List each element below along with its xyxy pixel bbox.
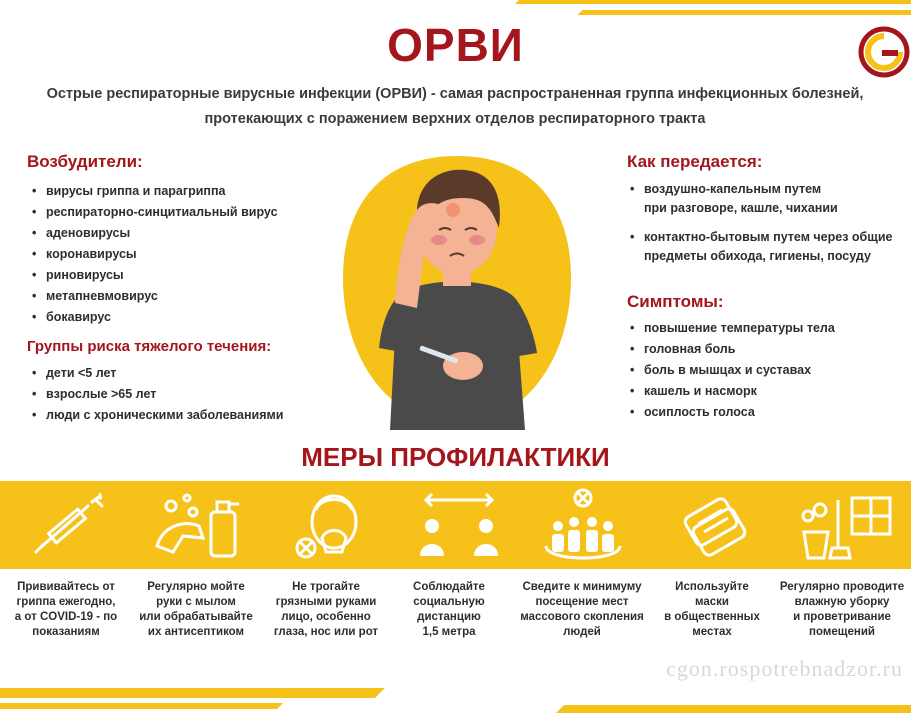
list-item: • вирусы гриппа и парагриппа — [30, 181, 350, 202]
transmission-item-line: при разговоре, кашле, чихании — [644, 201, 838, 215]
transmission-list — [628, 180, 908, 266]
list-item: • бокавирус — [30, 307, 350, 328]
caption-line: посещение мест — [535, 596, 629, 608]
caption-line: Соблюдайте — [413, 581, 485, 593]
transmission-item-line: контактно-бытовым путем через общие — [644, 230, 893, 244]
caption-line: руки с мылом — [156, 596, 236, 608]
pathogens-list — [30, 181, 350, 328]
measure-caption-cleaning — [776, 580, 908, 640]
hand-washing-icon — [143, 486, 253, 564]
page-title: ОРВИ — [387, 19, 524, 71]
measure-caption-masks — [650, 580, 774, 640]
caption-line: или обрабатывайте — [139, 611, 253, 623]
caption-line: гриппа ежегодно, — [16, 596, 116, 608]
caption-line: в общественных — [664, 611, 760, 623]
measure-caption-no-face-touch — [264, 580, 388, 640]
list-item: • аденовирусы — [30, 223, 350, 244]
caption-line: маски — [695, 596, 729, 608]
caption-line: 1,5 метра — [422, 626, 476, 638]
measure-caption-hand-washing — [134, 580, 258, 640]
caption-line: глаза, нос или рот — [273, 626, 379, 638]
measure-caption-distance — [387, 580, 511, 640]
transmission-heading: Как передается: — [627, 152, 763, 171]
caption-line: Регулярно проводите — [779, 581, 905, 593]
caption-line: дистанцию — [417, 611, 481, 623]
list-item: • метапневмовирус — [30, 286, 350, 307]
caption-line: Не трогайте — [292, 581, 360, 593]
list-item: • головная боль — [628, 339, 908, 360]
list-item: • контактно-бытовым путем через общие предметы обихода, гигиены, посуду — [628, 228, 908, 266]
list-item: • коронавирусы — [30, 244, 350, 265]
list-item: • кашель и насморк — [628, 381, 908, 402]
caption-line: Сведите к минимуму — [522, 581, 642, 593]
list-item: • люди с хроническими заболеваниями — [30, 405, 350, 426]
sick-person-illustration — [335, 148, 580, 430]
caption-line: Регулярно мойте — [147, 581, 245, 593]
caption-line: помещений — [809, 626, 875, 638]
list-item: • боль в мышцах и суставах — [628, 360, 908, 381]
caption-line: Прививайтесь от — [17, 581, 115, 593]
risk-groups-list — [30, 363, 350, 426]
no-crowds-icon — [528, 486, 638, 564]
bottom-stripe-3 — [556, 705, 911, 713]
caption-line: Используйте — [675, 581, 749, 593]
intro-text: Острые респираторные вирусные инфекции (ОРВИ) - самая распространенная группа инфекционных болезней, протекающих с поражением верхних отделов респираторного тракта — [46, 86, 864, 127]
top-stripe-2 — [578, 10, 911, 15]
top-stripe-1 — [515, 0, 911, 4]
caption-line: социальную — [413, 596, 485, 608]
list-item: • риновирусы — [30, 265, 350, 286]
caption-line: грязными руками — [275, 596, 377, 608]
symptoms-list — [628, 318, 908, 423]
caption-line: местах — [692, 626, 732, 638]
transmission-item-line: предметы обихода, гигиены, посуду — [644, 249, 871, 263]
list-item: • респираторно-синцитиальный вирус — [30, 202, 350, 223]
bottom-stripe-1 — [0, 688, 385, 698]
pathogens-heading: Возбудители: — [27, 152, 143, 171]
list-item: • взрослые >65 лет — [30, 384, 350, 405]
watermark: cgon.rospotrebnadzor.ru — [666, 656, 903, 681]
prevention-heading: МЕРЫ ПРОФИЛАКТИКИ — [301, 442, 610, 472]
caption-line: и проветривание — [793, 611, 891, 623]
caption-line: людей — [563, 626, 601, 638]
caption-line: их антисептиком — [147, 626, 245, 638]
list-item: • осиплость голоса — [628, 402, 908, 423]
caption-line: влажную уборку — [794, 596, 890, 608]
caption-line: лицо, особенно — [281, 611, 371, 623]
bottom-stripe-2 — [0, 703, 283, 709]
symptoms-heading: Симптомы: — [627, 292, 724, 311]
cleaning-icon — [790, 486, 900, 564]
caption-line: массового скопления — [520, 611, 644, 623]
caption-line: показаниям — [32, 626, 100, 638]
transmission-item-line: воздушно-капельным путем — [644, 182, 822, 196]
no-face-touch-icon — [276, 486, 386, 564]
social-distance-icon — [404, 486, 514, 564]
caption-line: а от COVID-19 - по — [14, 611, 118, 623]
masks-icon — [660, 486, 770, 564]
list-item: • воздушно-капельным путем при разговоре, кашле, чихании — [628, 180, 908, 218]
list-item: • дети <5 лет — [30, 363, 350, 384]
list-item: • повышение температуры тела — [628, 318, 908, 339]
measure-caption-vaccination — [4, 580, 128, 640]
measure-caption-crowds — [512, 580, 652, 640]
syringe-icon — [10, 486, 120, 564]
risk-groups-heading: Группы риска тяжелого течения: — [27, 338, 272, 355]
